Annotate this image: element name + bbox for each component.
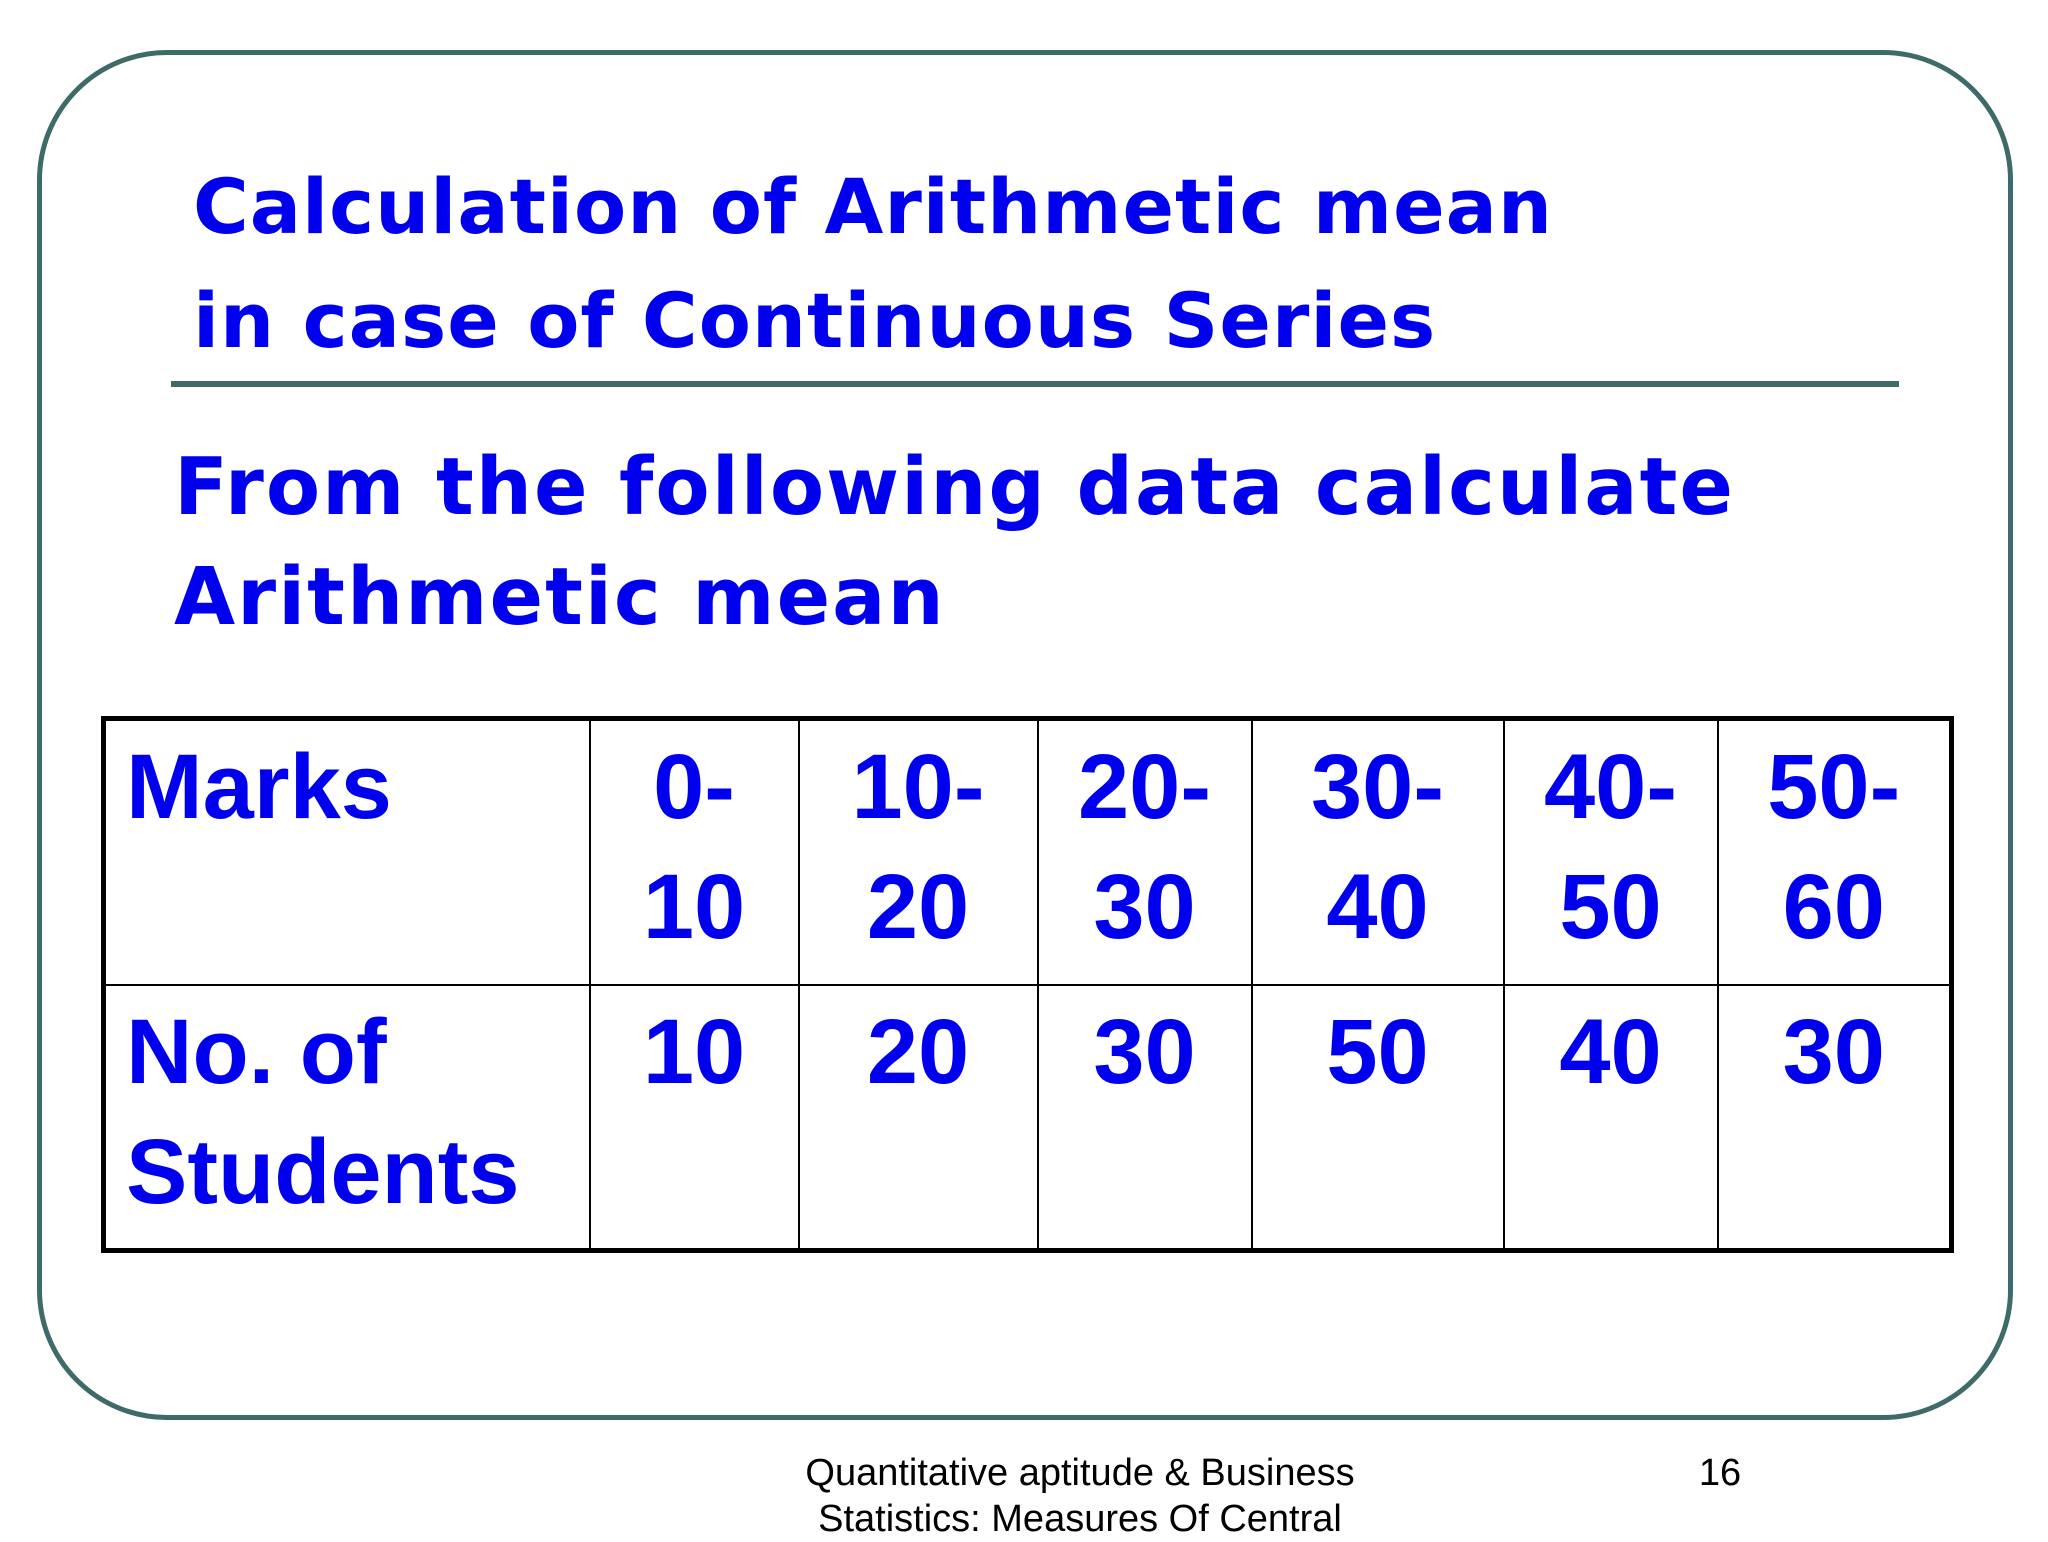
slide-subtitle (174, 432, 1974, 652)
slide-title-line-1: Calculation of Arithmetic mean (193, 162, 1554, 251)
marks-cell-line: 30- (1311, 736, 1444, 838)
slide-footer-line-1: Quantitative aptitude & Business (805, 1452, 1355, 1494)
students-value: 10 (642, 1000, 746, 1103)
marks-cell-line: 20- (1078, 736, 1211, 838)
marks-cell-line: 40 (1326, 856, 1429, 958)
students-value: 40 (1559, 1000, 1662, 1103)
marks-cell-line: 50 (1559, 856, 1662, 958)
students-cell (799, 985, 1038, 1251)
marks-cell-line: 20 (866, 856, 970, 958)
marks-cell (1252, 719, 1504, 985)
students-cell (1038, 985, 1252, 1251)
marks-cell-line: 60 (1782, 856, 1885, 958)
marks-cell (590, 719, 799, 985)
marks-cell (1038, 719, 1252, 985)
students-header-line: Students (126, 1120, 520, 1223)
students-value: 20 (866, 1000, 970, 1103)
slide-footer (780, 1450, 1380, 1542)
page-number: 16 (1698, 1452, 1742, 1494)
marks-cell-line: 10 (642, 856, 746, 958)
marks-cell (799, 719, 1038, 985)
marks-cell-line: 10- (851, 736, 985, 838)
students-cell (1504, 985, 1718, 1251)
marks-cell-line: 30 (1093, 856, 1196, 958)
frequency-table (101, 716, 1954, 1253)
title-divider (171, 381, 1899, 387)
students-value: 30 (1782, 1000, 1885, 1103)
students-value: 50 (1326, 1000, 1429, 1103)
students-header-cell (104, 985, 590, 1251)
slide-title-line-2: in case of Continuous Series (193, 276, 1437, 365)
students-row (104, 985, 1952, 1251)
marks-cell-line: 0- (653, 736, 735, 838)
marks-cell (1504, 719, 1718, 985)
students-cell (590, 985, 799, 1251)
students-cell (1718, 985, 1952, 1251)
slide-footer-line-2: Statistics: Measures Of Central (818, 1498, 1342, 1540)
students-value: 30 (1093, 1000, 1196, 1103)
marks-cell (1718, 719, 1952, 985)
marks-cell-line: 40- (1544, 736, 1677, 838)
slide-title (193, 150, 1893, 378)
marks-cell-line: 50- (1767, 736, 1901, 838)
slide-subtitle-line-1: From the following data calculate (174, 441, 1735, 533)
marks-row (104, 719, 1952, 985)
students-header-line: No. of (126, 1000, 387, 1103)
slide-subtitle-line-2: Arithmetic mean (174, 551, 946, 643)
marks-header-cell (104, 719, 590, 985)
students-cell (1252, 985, 1504, 1251)
marks-header-label: Marks (126, 736, 392, 838)
